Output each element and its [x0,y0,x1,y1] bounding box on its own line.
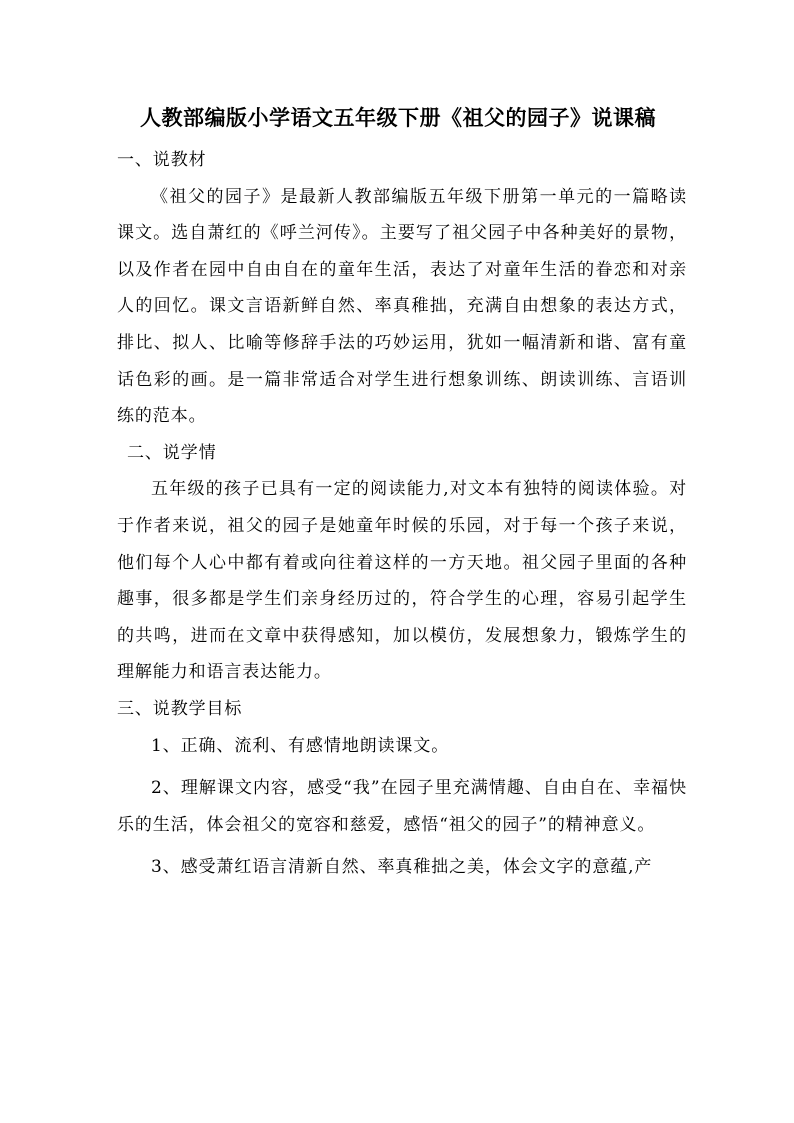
document-body [117,142,687,886]
textbook-paragraph: 《祖父的园子》是最新人教部编版五年级下册第一单元的一篇略读课文。选自萧红的《呼兰河传》。主要写了祖父园子中各种美好的景物，以及作者在园中自由自在的童年生活，表达了对童年生活的眷恋和对亲人的回忆。课文言语新鲜自然、率真稚拙，充满自由想象的表达方式，排比、拟人、比喻等修辞手法的巧妙运用，犹如一幅清新和谐、富有童话色彩的画。是一篇非常适合对学生进行想象训练、朗读训练、言语训练的范本。 [117,186,687,427]
students-paragraph: 五年级的孩子已具有一定的阅读能力,对文本有独特的阅读体验。对于作者来说，祖父的园子是她童年时候的乐园，对于每一个孩子来说，他们每个人心中都有着或向往着这样的一方天地。祖父园子里面的各种趣事，很多都是学生们亲身经历过的，符合学生的心理，容易引起学生的共鸣，进而在文章中获得感知，加以模仿，发展想象力，锻炼学生的理解能力和语言表达能力。 [117,479,687,683]
goal-item-3: 3、感受萧红语言清新自然、率真稚拙之美，体会文字的意蕴,产 [151,857,653,878]
document-title: 人教部编版小学语文五年级下册《祖父的园子》说课稿 [140,105,656,130]
section-heading-students: 二、说学情 [127,442,217,463]
section-heading-goals: 三、说教学目标 [117,698,243,719]
section-heading-textbook: 一、说教材 [117,150,207,170]
goal-item-2: 2、理解课文内容，感受“我”在园子里充满情趣、自由自在、幸福快乐的生活，体会祖父的宽容和慈爱，感悟“祖父的园子”的精神意义。 [117,778,687,835]
goal-item-1: 1、正确、流利、有感情地朗读课文。 [151,735,450,756]
